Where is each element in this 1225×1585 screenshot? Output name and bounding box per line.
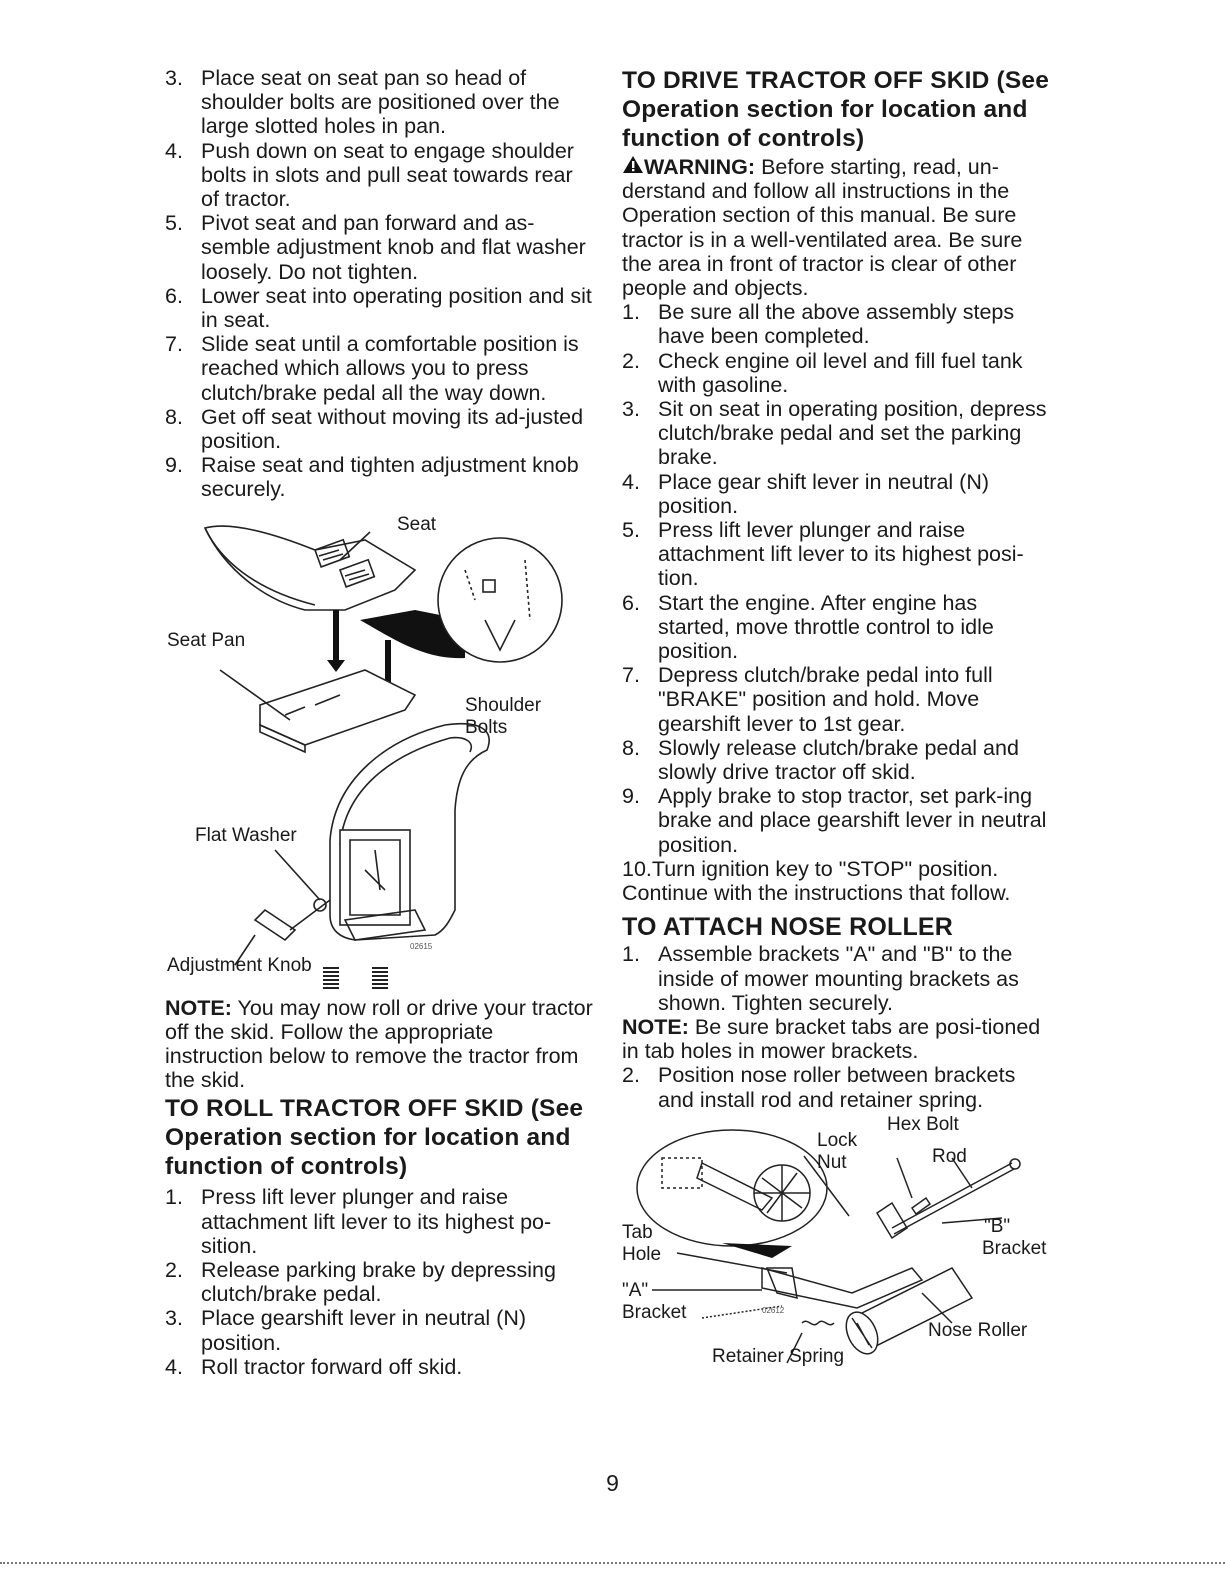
nose-steps-list — [622, 942, 1052, 1015]
list-item: 2. Position nose roller between brackets and install rod and retainer spring. — [622, 1063, 1016, 1112]
seat-assembly-illustration — [165, 510, 595, 990]
list-item: 4. Push down on seat to engage shoulder bolts in slots and pull seat towards rear of tractor. — [165, 138, 574, 212]
seat-assembly-figure — [165, 510, 595, 990]
list-item: 3. Sit on seat in operating position, depress clutch/brake pedal and set the parking brake. — [622, 397, 1047, 470]
label-b-bracket: Bracket — [982, 1237, 1047, 1259]
list-item: 1. Assemble brackets "A" and "B" to the inside of mower mounting brackets as shown. Tighten securely. — [622, 942, 1019, 1015]
label-a: "A" — [622, 1279, 649, 1301]
roll-section-title: TO ROLL TRACTOR OFF SKID (See Operation section for location and function of controls) — [165, 1095, 584, 1181]
continue-text: Continue with the instructions that follow. — [622, 881, 1011, 906]
warning-icon — [622, 155, 644, 174]
list-item: 6. Start the engine. After engine has started, move throttle control to idle position. — [622, 590, 994, 664]
label-nut: Nut — [817, 1151, 847, 1173]
list-item: 8. Get off seat without moving its ad-justed position. — [165, 404, 584, 454]
nose-roller-figure — [622, 1113, 1052, 1388]
list-item: 3. Place seat on seat pan so head of shoulder bolts are positioned over the large slotted holes in pan. — [165, 66, 560, 139]
nose-steps-list-2 — [622, 1063, 1052, 1111]
label-flat-washer: Flat Washer — [195, 824, 297, 846]
list-item: 7. Slide seat until a comfortable position is reached which allows you to press clutch/brake pedal all the way down. — [165, 332, 579, 405]
divider — [0, 1562, 1225, 1564]
label-hex-bolt: Hex Bolt — [887, 1113, 959, 1135]
list-item: 3. Place gearshift lever in neutral (N) position. — [165, 1306, 527, 1355]
list-item: 5. Press lift lever plunger and raise attachment lift lever to its highest posi-tion. — [622, 518, 1024, 591]
list-item: 5. Pivot seat and pan forward and as-semble adjustment knob and flat washer loosely. Do not tighten. — [165, 211, 586, 284]
drive-steps-list — [622, 300, 1052, 857]
label-retainer-spring: Retainer Spring — [712, 1345, 845, 1367]
nose-note: NOTE: Be sure bracket tabs are posi-tioned in tab holes in mower brackets. — [622, 1014, 1041, 1064]
list-item: 2. Check engine oil level and fill fuel tank with gasoline. — [622, 348, 1023, 397]
list-item: 7. Depress clutch/brake pedal into full "BRAKE" position and hold. Move gearshift lever to 1st gear. — [622, 663, 993, 736]
left-column — [165, 66, 595, 1379]
list-item: 8. Slowly release clutch/brake pedal and slowly drive tractor off skid. — [622, 735, 1019, 785]
label-adjustment-knob: Adjustment Knob — [167, 954, 312, 976]
label-seat: Seat — [397, 513, 437, 535]
label-tab: Tab — [622, 1221, 653, 1243]
list-item: 4. Roll tractor forward off skid. — [165, 1354, 463, 1379]
drive-section-title: TO DRIVE TRACTOR OFF SKID (See Operation section for location and function of controls) — [622, 67, 1050, 152]
nose-section-title: TO ATTACH NOSE ROLLER — [622, 913, 954, 942]
note-paragraph: NOTE: You may now roll or drive your tractor off the skid. Follow the appropriate instruction below to remove the tractor from the skid. — [165, 995, 593, 1093]
roll-steps-list — [165, 1185, 595, 1379]
list-item: 6. Lower seat into operating position and sit in seat. — [165, 283, 592, 333]
list-item: 9. Raise seat and tighten adjustment knob securely. — [165, 453, 579, 502]
figure-code: 02615 — [410, 941, 433, 951]
label-a-bracket: Bracket — [622, 1301, 687, 1323]
list-item: 2. Release parking brake by depressing clutch/brake pedal. — [165, 1258, 556, 1307]
label-lock: Lock — [817, 1129, 858, 1151]
list-item: 1. Be sure all the above assembly steps have been completed. — [622, 300, 1015, 349]
list-item: 1. Press lift lever plunger and raise attachment lift lever to its highest po-sition. — [165, 1185, 552, 1258]
label-b: "B" — [984, 1215, 1011, 1237]
label-shoulder: Shoulder — [465, 694, 542, 716]
step-10: 10.Turn ignition key to "STOP" position. — [622, 856, 999, 881]
page-number: 9 — [606, 1470, 619, 1496]
label-hole: Hole — [622, 1243, 662, 1265]
label-rod: Rod — [932, 1145, 967, 1167]
label-bolts: Bolts — [465, 716, 508, 738]
warning-paragraph: WARNING: Before starting, read, un-derstand and follow all instructions in the Operation section of this manual. Be sure tractor is in a well-ventilated area. Be sure the area in front of tractor is clear of other people and objects. — [622, 155, 1023, 301]
label-seat-pan: Seat Pan — [167, 629, 246, 651]
figure-code: 02612 — [762, 1305, 785, 1315]
seat-steps-list — [165, 66, 595, 502]
list-item: 9. Apply brake to stop tractor, set park-ing brake and place gearshift lever in neutral position. — [622, 784, 1047, 857]
right-column — [622, 66, 1052, 1388]
list-item: 4. Place gear shift lever in neutral (N) position. — [622, 469, 990, 518]
label-nose-roller: Nose Roller — [928, 1319, 1028, 1341]
